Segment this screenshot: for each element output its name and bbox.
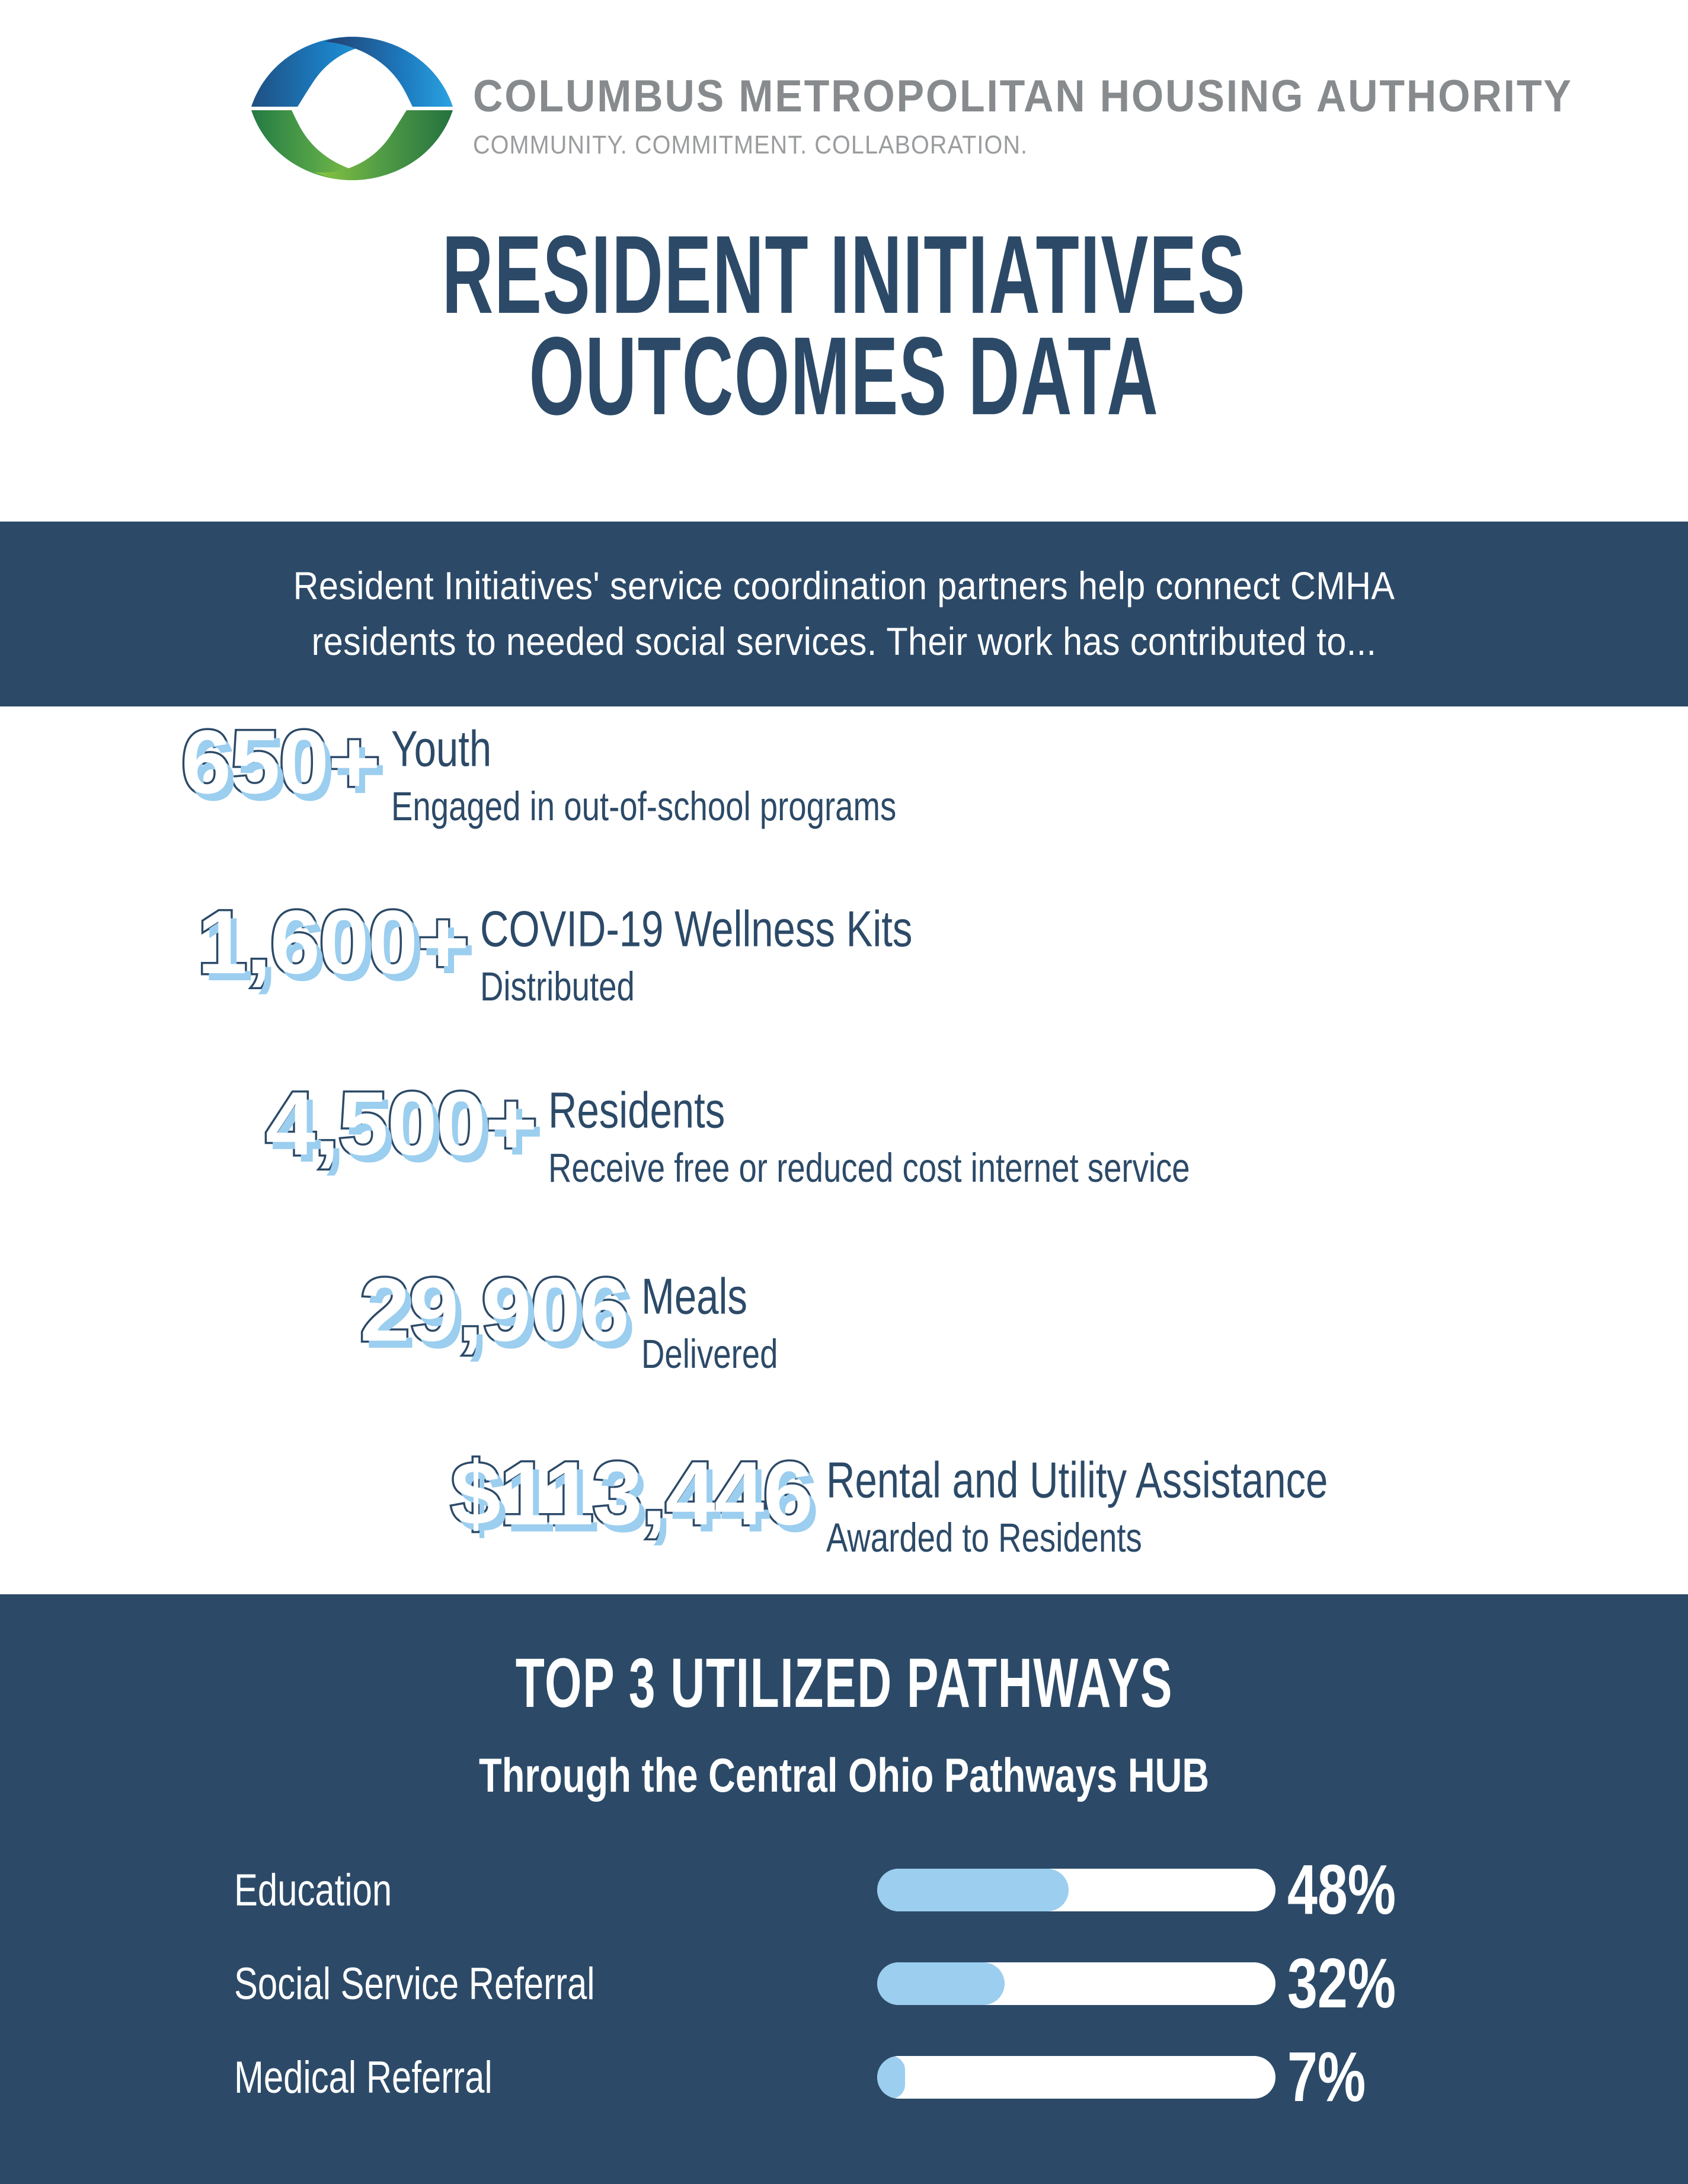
stat-row bbox=[0, 1259, 797, 1377]
page-title-line-2: OUTCOMES DATA bbox=[529, 313, 1159, 438]
bar-label: Social Service Referral bbox=[234, 1958, 595, 2009]
bar-fill bbox=[877, 2056, 905, 2099]
stat-row bbox=[0, 1443, 1409, 1561]
page-title bbox=[0, 212, 1688, 438]
bar-track bbox=[877, 1869, 1275, 1911]
bar-fill bbox=[877, 1962, 1005, 2005]
intro-banner-text: Resident Initiatives' service coordination partners help connect CMHA residents to needed social services. Their work has contributed to... bbox=[293, 564, 1395, 663]
brand-lockup bbox=[249, 34, 1668, 181]
pathways-section bbox=[0, 1594, 1688, 2184]
bar-row-education bbox=[0, 1843, 1688, 1937]
pathways-title-text: TOP 3 UTILIZED PATHWAYS bbox=[515, 1643, 1173, 1722]
stat-number: $113,446 bbox=[450, 1443, 812, 1544]
stat-number: 29,906 bbox=[360, 1259, 628, 1360]
stat-row bbox=[0, 1073, 1277, 1191]
bar-percent-label: 7% bbox=[1287, 2038, 1366, 2117]
stat-number: 1,600+ bbox=[197, 892, 468, 993]
stat-row bbox=[0, 712, 965, 830]
stat-headline: Residents bbox=[548, 1081, 725, 1139]
pathways-bar-chart bbox=[0, 1843, 1688, 2124]
pathways-subtitle bbox=[0, 1749, 1688, 1802]
bar-row-social-service-referral bbox=[0, 1937, 1688, 2030]
stat-subtext: Distributed bbox=[480, 964, 635, 1010]
bar-row-medical-referral bbox=[0, 2030, 1688, 2124]
stat-headline: COVID-19 Wellness Kits bbox=[480, 900, 913, 958]
org-tagline: COMMUNITY. COMMITMENT. COLLABORATION. bbox=[473, 130, 1028, 159]
stat-number: 650+ bbox=[181, 712, 379, 813]
stat-row bbox=[0, 892, 983, 1010]
bar-label: Education bbox=[234, 1865, 392, 1916]
stat-number: 4,500+ bbox=[265, 1073, 536, 1174]
stat-subtext: Delivered bbox=[641, 1332, 778, 1377]
brand-text bbox=[473, 57, 1668, 158]
bar-label: Medical Referral bbox=[234, 2052, 493, 2103]
stat-headline: Meals bbox=[641, 1267, 747, 1325]
stat-subtext: Engaged in out-of-school programs bbox=[391, 784, 897, 830]
page-title-line-1: RESIDENT INITIATIVES bbox=[442, 212, 1246, 337]
intro-banner bbox=[0, 522, 1688, 706]
stat-subtext: Awarded to Residents bbox=[826, 1515, 1142, 1561]
bar-track bbox=[877, 2056, 1275, 2099]
stat-headline: Youth bbox=[391, 720, 492, 778]
org-name: COLUMBUS METROPOLITAN HOUSING AUTHORITY bbox=[473, 71, 1573, 121]
bar-track bbox=[877, 1962, 1275, 2005]
stat-subtext: Receive free or reduced cost internet service bbox=[548, 1146, 1190, 1191]
stat-headline: Rental and Utility Assistance bbox=[826, 1451, 1328, 1509]
stats-section bbox=[0, 706, 1688, 1594]
bar-fill bbox=[877, 1869, 1069, 1911]
bar-percent-label: 32% bbox=[1287, 1944, 1396, 2023]
bar-percent-label: 48% bbox=[1287, 1850, 1396, 1930]
cmha-eye-logo-icon bbox=[249, 34, 455, 181]
header-section bbox=[0, 0, 1688, 522]
pathways-title bbox=[0, 1643, 1688, 1722]
pathways-subtitle-text: Through the Central Ohio Pathways HUB bbox=[478, 1749, 1210, 1802]
